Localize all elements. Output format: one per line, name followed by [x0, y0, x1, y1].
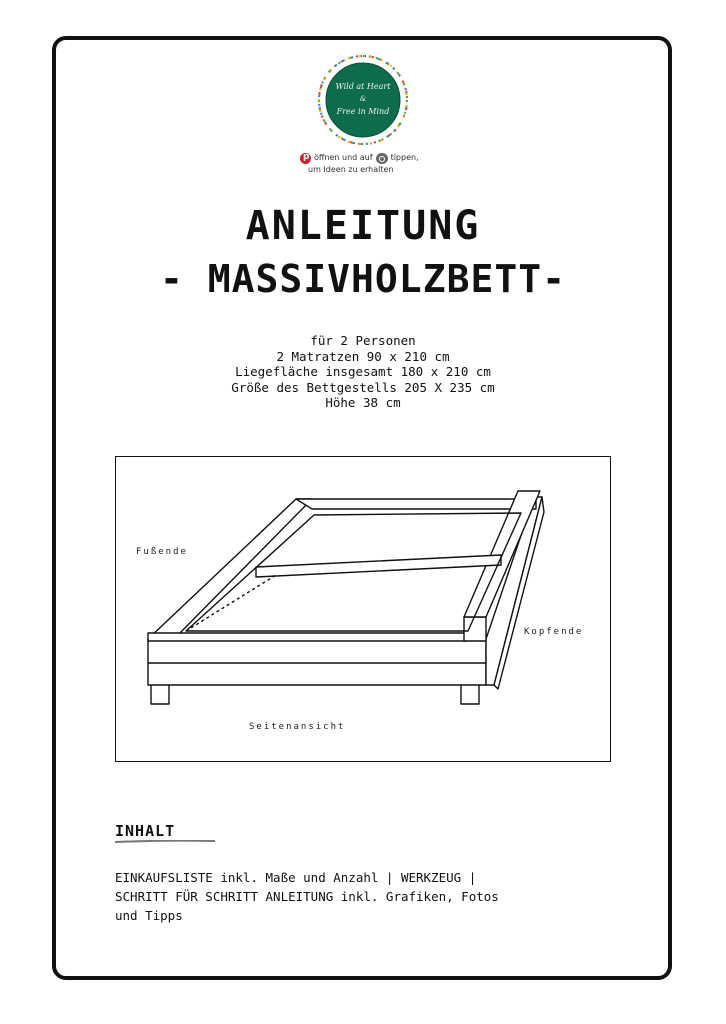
- label-side-view: Seitenansicht: [249, 722, 346, 732]
- pinterest-hint[interactable]: [300, 152, 440, 176]
- side-beam: [148, 639, 486, 685]
- contents-heading: INHALT: [115, 822, 176, 840]
- page-title-line1: ANLEITUNG: [245, 203, 481, 249]
- spec-line: Liegefläche insgesamt 180 x 210 cm: [235, 364, 491, 379]
- heading-underline: [115, 840, 215, 843]
- contents-line: SCHRITT FÜR SCHRITT ANLEITUNG inkl. Grafiken, Fotos: [115, 889, 499, 904]
- logo-text-line1: Wild at Heart: [335, 82, 391, 91]
- bed-drawing: [115, 456, 611, 762]
- pinterest-icon: [300, 153, 311, 164]
- pinterest-text-line2: um Ideen zu erhalten: [308, 165, 394, 174]
- contents-line: und Tipps: [115, 908, 183, 923]
- spec-line: für 2 Personen: [310, 333, 416, 348]
- bed-specs: [0, 333, 726, 411]
- spec-line: Höhe 38 cm: [325, 395, 401, 410]
- camera-icon: [376, 153, 388, 164]
- contents-line: EINKAUFSLISTE inkl. Maße und Anzahl | WERKZEUG |: [115, 870, 477, 885]
- label-head-end: Kopfende: [524, 627, 584, 637]
- pinterest-text-before: öffnen und auf: [314, 153, 373, 162]
- label-foot-end: Fußende: [136, 547, 188, 557]
- page-title-line2: - MASSIVHOLZBETT-: [160, 257, 566, 301]
- spec-line: Größe des Bettgestells 205 X 235 cm: [231, 379, 495, 395]
- pinterest-text-after: tippen,: [390, 153, 419, 162]
- back-beam: [296, 499, 536, 509]
- contents-description: [115, 868, 605, 925]
- logo-badge-icon: [315, 52, 411, 148]
- center-slat: [256, 555, 501, 577]
- wild-at-heart-logo[interactable]: [315, 52, 411, 148]
- bed-frame-illustration: [116, 457, 609, 760]
- spec-line: 2 Matratzen 90 x 210 cm: [276, 348, 450, 364]
- logo-text-line3: Free in Mind: [336, 107, 390, 116]
- head-post: [464, 617, 486, 641]
- logo-text-line2: &: [359, 95, 367, 103]
